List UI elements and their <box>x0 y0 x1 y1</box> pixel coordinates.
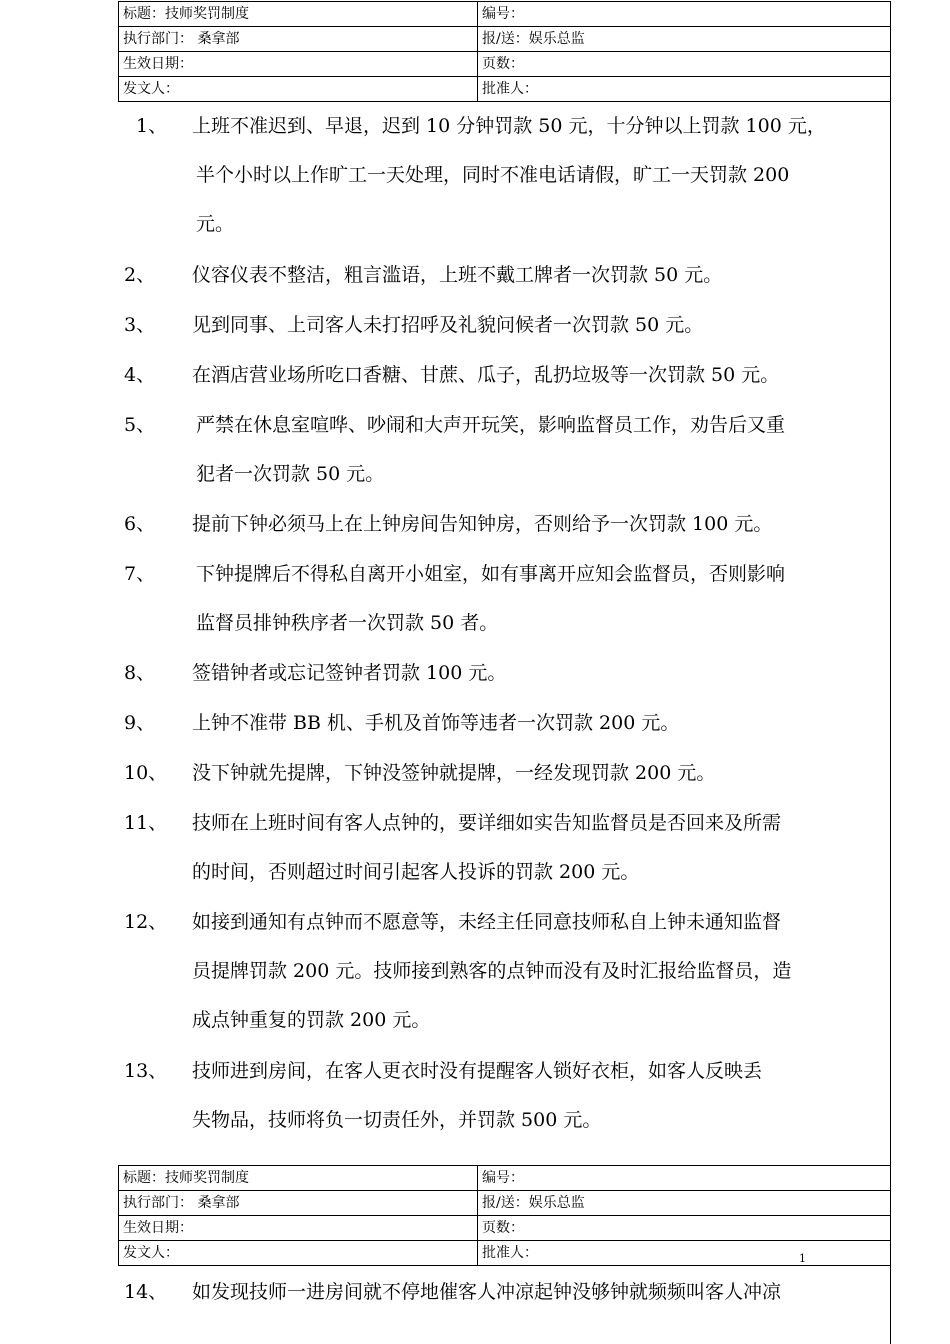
rule-number: 9、 <box>124 712 156 734</box>
rule-number: 4、 <box>124 364 156 386</box>
header-effective-date: 生效日期： <box>119 1216 478 1241</box>
rule-text-line: 在酒店营业场所吃口香糖、甘蔗、瓜子，乱扔垃圾等一次罚款 50 元。 <box>192 364 780 386</box>
rule-text-line: 仪容仪表不整洁，粗言滥语，上班不戴工牌者一次罚款 50 元。 <box>192 264 723 286</box>
header-issuer: 发文人： <box>119 1241 478 1266</box>
rule-number: 2、 <box>124 264 156 286</box>
header-report-to: 报/送：娱乐总监 <box>478 1191 891 1216</box>
header-pages: 页数： <box>478 1216 891 1241</box>
header-code: 编号： <box>478 1166 891 1191</box>
rule-text-line: 监督员排钟秩序者一次罚款 50 者。 <box>196 612 499 634</box>
rule-number: 8、 <box>124 662 156 684</box>
rule-text-line: 见到同事、上司客人未打招呼及礼貌问候者一次罚款 50 元。 <box>192 314 704 336</box>
header-title: 标题：技师奖罚制度 <box>119 1166 478 1191</box>
page-number: 1 <box>799 1252 806 1265</box>
rule-text-line: 犯者一次罚款 50 元。 <box>196 463 385 485</box>
rule-text-line: 严禁在休息室喧哗、吵闹和大声开玩笑，影响监督员工作，劝告后又重 <box>196 414 786 436</box>
rule-text-line: 如发现技师一进房间就不停地催客人冲凉起钟没够钟就频频叫客人冲凉 <box>192 1281 782 1303</box>
rule-text-line: 上班不准迟到、早退，迟到 10 分钟罚款 50 元，十分钟以上罚款 100 元， <box>192 115 826 137</box>
rule-text-line: 员提牌罚款 200 元。技师接到熟客的点钟而没有及时汇报给监督员，造 <box>192 960 792 982</box>
rule-text-line: 如接到通知有点钟而不愿意等，未经主任同意技师私自上钟未通知监督 <box>192 911 782 933</box>
rule-text-line: 的时间，否则超过时间引起客人投诉的罚款 200 元。 <box>192 861 640 883</box>
rule-text-line: 上钟不准带 BB 机、手机及首饰等违者一次罚款 200 元。 <box>192 712 680 734</box>
rule-text-line: 失物品，技师将负一切责任外，并罚款 500 元。 <box>192 1109 602 1131</box>
header-title: 标题：技师奖罚制度 <box>119 2 478 27</box>
rule-text-line: 元。 <box>196 213 235 235</box>
rule-number: 14、 <box>124 1281 168 1303</box>
rule-text-line: 成点钟重复的罚款 200 元。 <box>192 1009 431 1031</box>
rule-text-line: 技师进到房间，在客人更衣时没有提醒客人锁好衣柜，如客人反映丢 <box>192 1060 763 1082</box>
rule-number: 5、 <box>124 414 156 436</box>
rule-text-line: 技师在上班时间有客人点钟的，要详细如实告知监督员是否回来及所需 <box>192 812 782 834</box>
document-header-table <box>118 1165 891 1266</box>
rule-number: 7、 <box>124 563 156 585</box>
right-border-line <box>890 100 891 1165</box>
right-border-line <box>890 1265 891 1344</box>
header-effective-date: 生效日期： <box>119 52 478 77</box>
rule-number: 1、 <box>136 115 168 137</box>
rule-text-line: 签错钟者或忘记签钟者罚款 100 元。 <box>192 662 507 684</box>
rule-text-line: 半个小时以上作旷工一天处理，同时不准电话请假，旷工一天罚款 200 <box>196 164 790 186</box>
rule-number: 3、 <box>124 314 156 336</box>
header-approver: 批准人： <box>478 77 891 102</box>
document-header-table <box>118 1 891 102</box>
rule-number: 10、 <box>124 762 168 784</box>
header-approver: 批准人： <box>478 1241 891 1266</box>
header-report-to: 报/送：娱乐总监 <box>478 27 891 52</box>
rule-text-line: 下钟提牌后不得私自离开小姐室，如有事离开应知会监督员，否则影响 <box>196 563 786 585</box>
header-pages: 页数： <box>478 52 891 77</box>
rule-text-line: 提前下钟必须马上在上钟房间告知钟房，否则给予一次罚款 100 元。 <box>192 513 773 535</box>
header-department: 执行部门： 桑拿部 <box>119 1191 478 1216</box>
rule-number: 13、 <box>124 1060 168 1082</box>
header-issuer: 发文人： <box>119 77 478 102</box>
rule-text-line: 没下钟就先提牌，下钟没签钟就提牌，一经发现罚款 200 元。 <box>192 762 716 784</box>
header-department: 执行部门： 桑拿部 <box>119 27 478 52</box>
rule-number: 11、 <box>124 812 168 834</box>
rule-number: 12、 <box>124 911 168 933</box>
rule-number: 6、 <box>124 513 156 535</box>
header-code: 编号： <box>478 2 891 27</box>
